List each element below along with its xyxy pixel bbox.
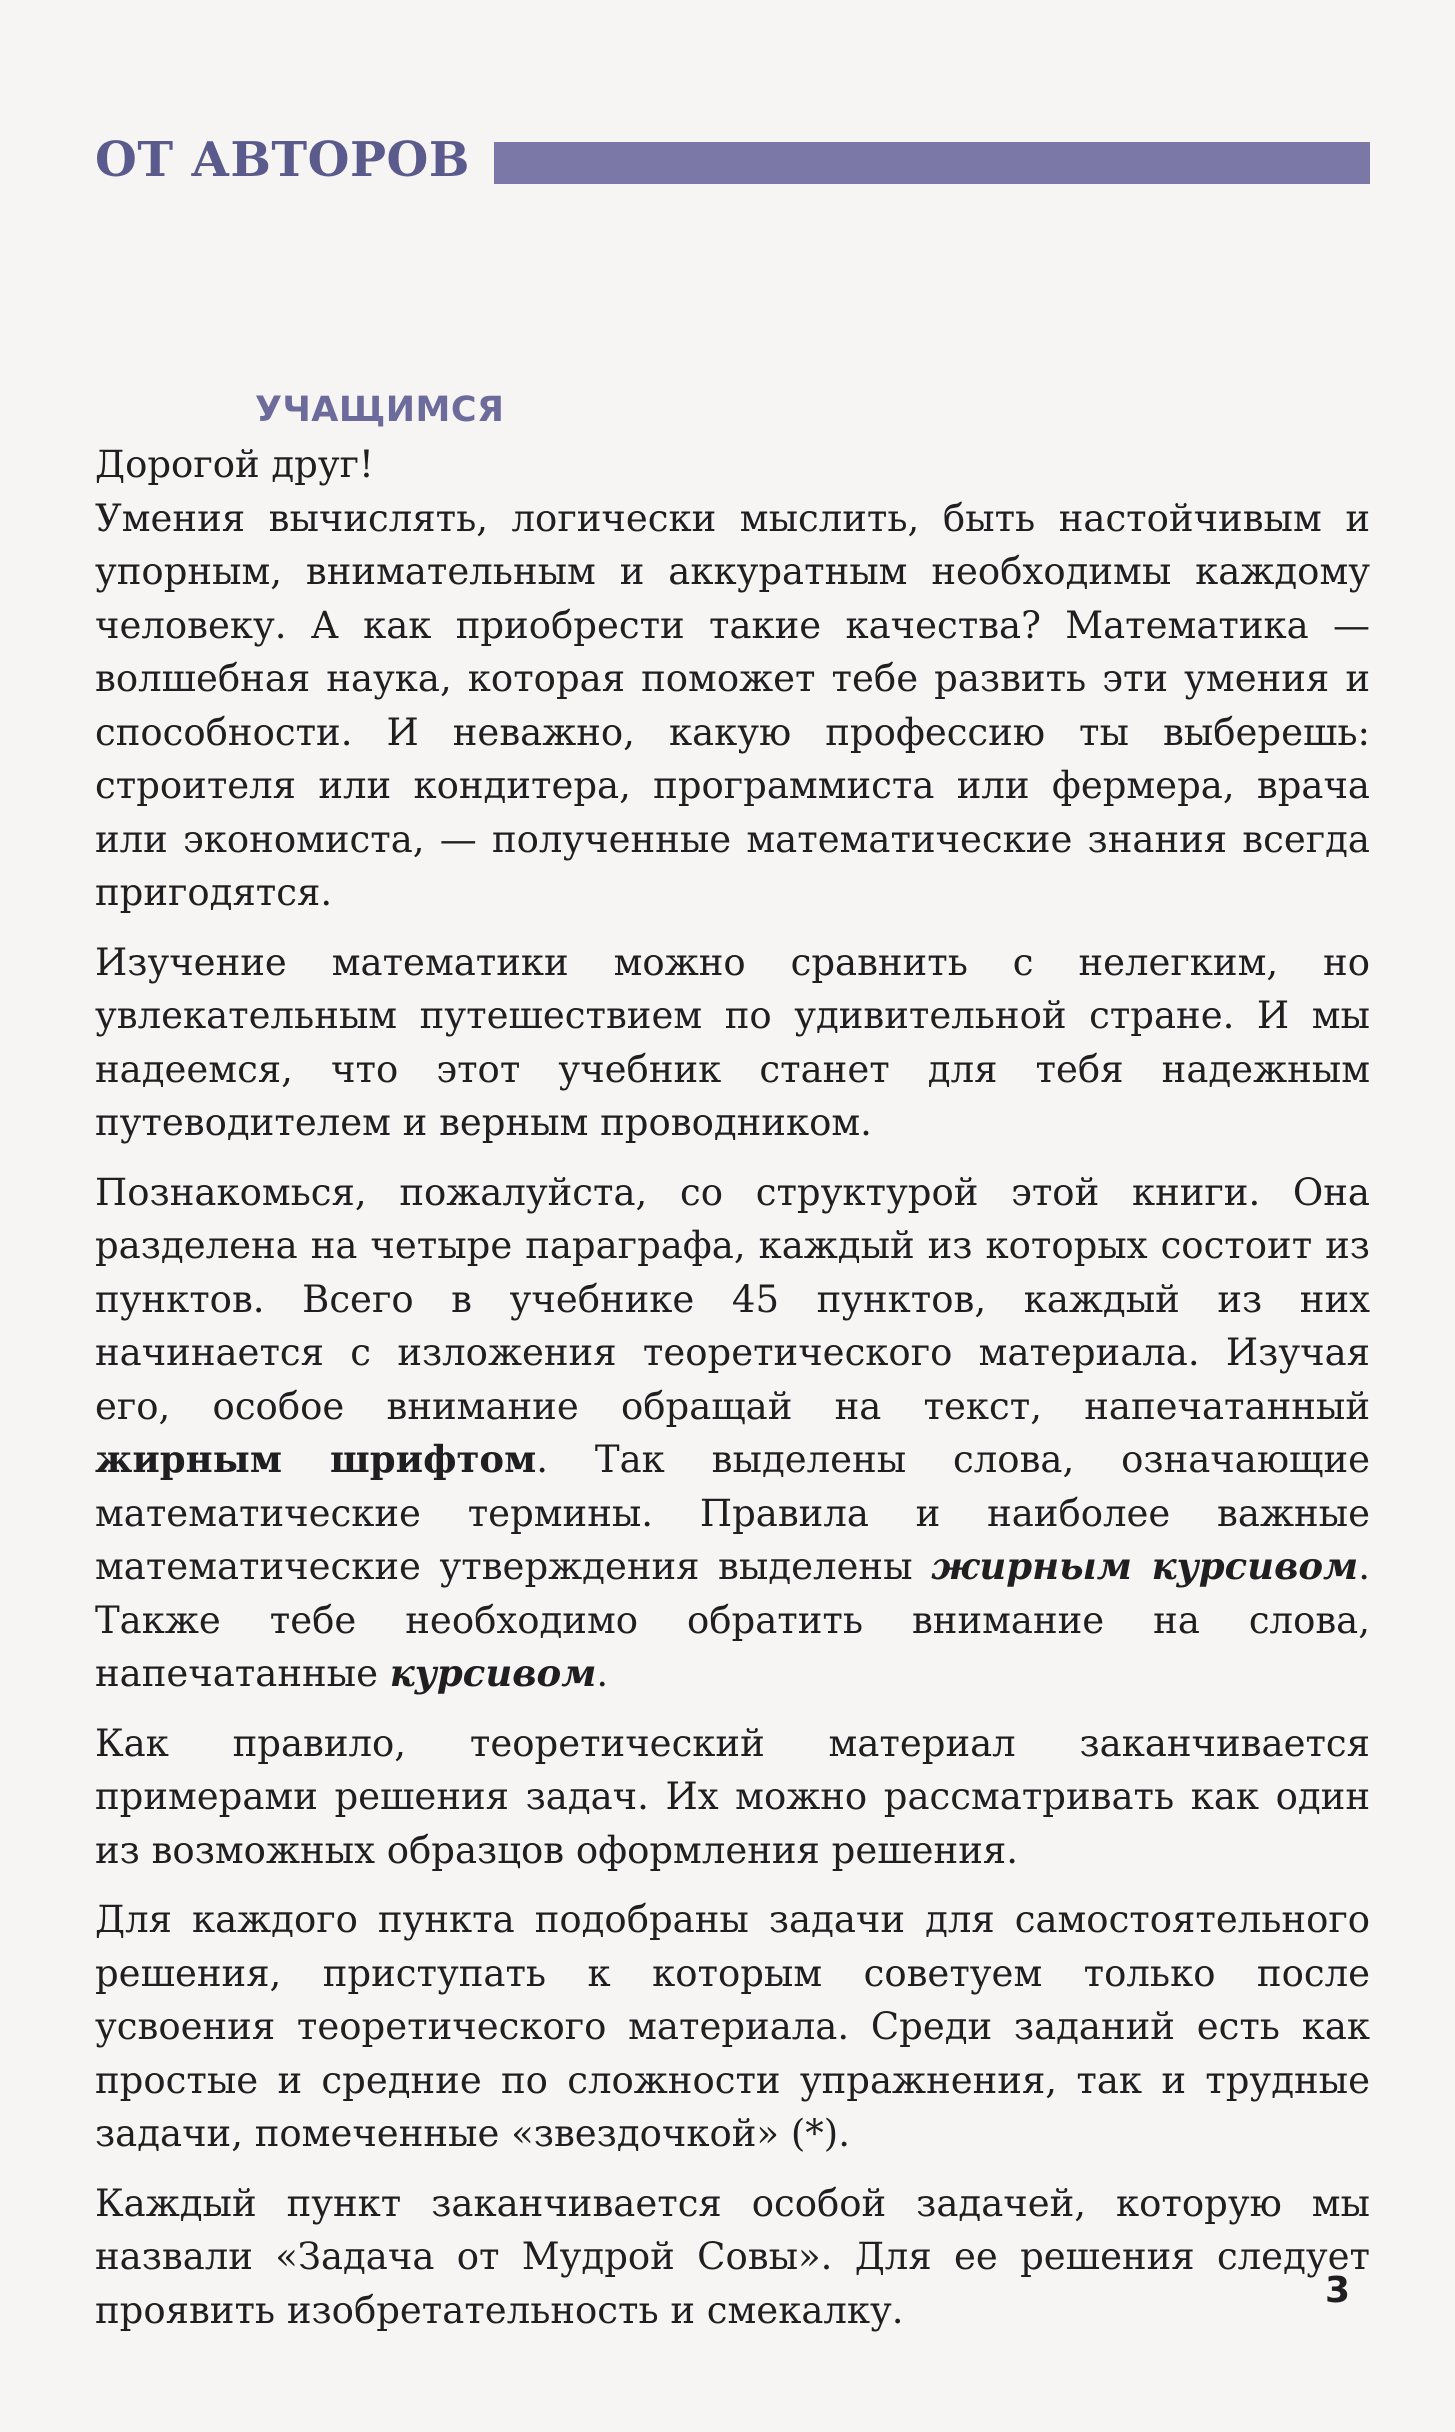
paragraph-6: Каждый пункт заканчивается особой задачей, которую мы назвали «Задача от Мудрой Совы». Для ее решения следует проявить изобретательность и смекалку. — [95, 2181, 1370, 2332]
paragraph-3-text-3: . Также тебе необходимо обратить внимание на слова, напечатанные — [95, 1545, 1370, 1695]
paragraph-3 — [95, 1166, 1370, 1701]
body-text — [95, 438, 1370, 2353]
paragraph-5: Для каждого пункта подобраны задачи для самостоятельного решения, приступать к которым советуем только после усвоения теоретического материала. Среди заданий есть как простые и средние по сложности упражнения, так и трудные задачи, помеченные «звездочкой» (*). — [95, 1898, 1370, 2155]
paragraph-2: Изучение математики можно сравнить с нелегким, но увлекательным путешествием по удивительной стране. И мы надеемся, что этот учебник станет для тебя надежным путеводителем и верным проводником. — [95, 940, 1370, 1144]
paragraph-4: Как правило, теоретический материал заканчивается примерами решения задач. Их можно рассматривать как один из возможных образцов оформления решения. — [95, 1721, 1370, 1872]
paragraph-1: Умения вычислять, логически мыслить, быть настойчивым и упорным, внимательным и аккуратным необходимы каждому человеку. А как приобрести такие качества? Математика — волшебная наука, которая поможет тебе развить эти умения и способности. И неважно, какую профессию ты выберешь: строителя или кондитера, программиста или фермера, врача или экономиста, — полученные математические знания всегда пригодятся. — [95, 496, 1370, 914]
page-number: 3 — [1325, 2270, 1351, 2311]
header-decorative-bar — [494, 142, 1370, 184]
chapter-title: ОТ АВТОРОВ — [95, 132, 470, 188]
paragraph-3-text-2: . Так выделены слова, означающие математические термины. Правила и наиболее важные математические утверждения выделены — [95, 1438, 1370, 1588]
chapter-header — [95, 125, 1370, 195]
bold-term: жирным шрифтом — [95, 1437, 537, 1481]
section-heading: УЧАЩИМСЯ — [255, 390, 505, 430]
italic-term: курсивом — [389, 1651, 597, 1695]
paragraph-3-text-4: . — [596, 1652, 609, 1695]
bold-italic-term: жирным курсивом — [931, 1544, 1359, 1588]
paragraph-3-text-1: Познакомься, пожалуйста, со структурой этой книги. Она разделена на четыре параграфа, каждый из которых состоит из пунктов. Всего в учебнике 45 пунктов, каждый из них начинается с изложения теоретического материала. Изучая его, особое внимание обращай на текст, напечатанный — [95, 1170, 1370, 1428]
greeting: Дорогой друг! — [95, 443, 374, 486]
